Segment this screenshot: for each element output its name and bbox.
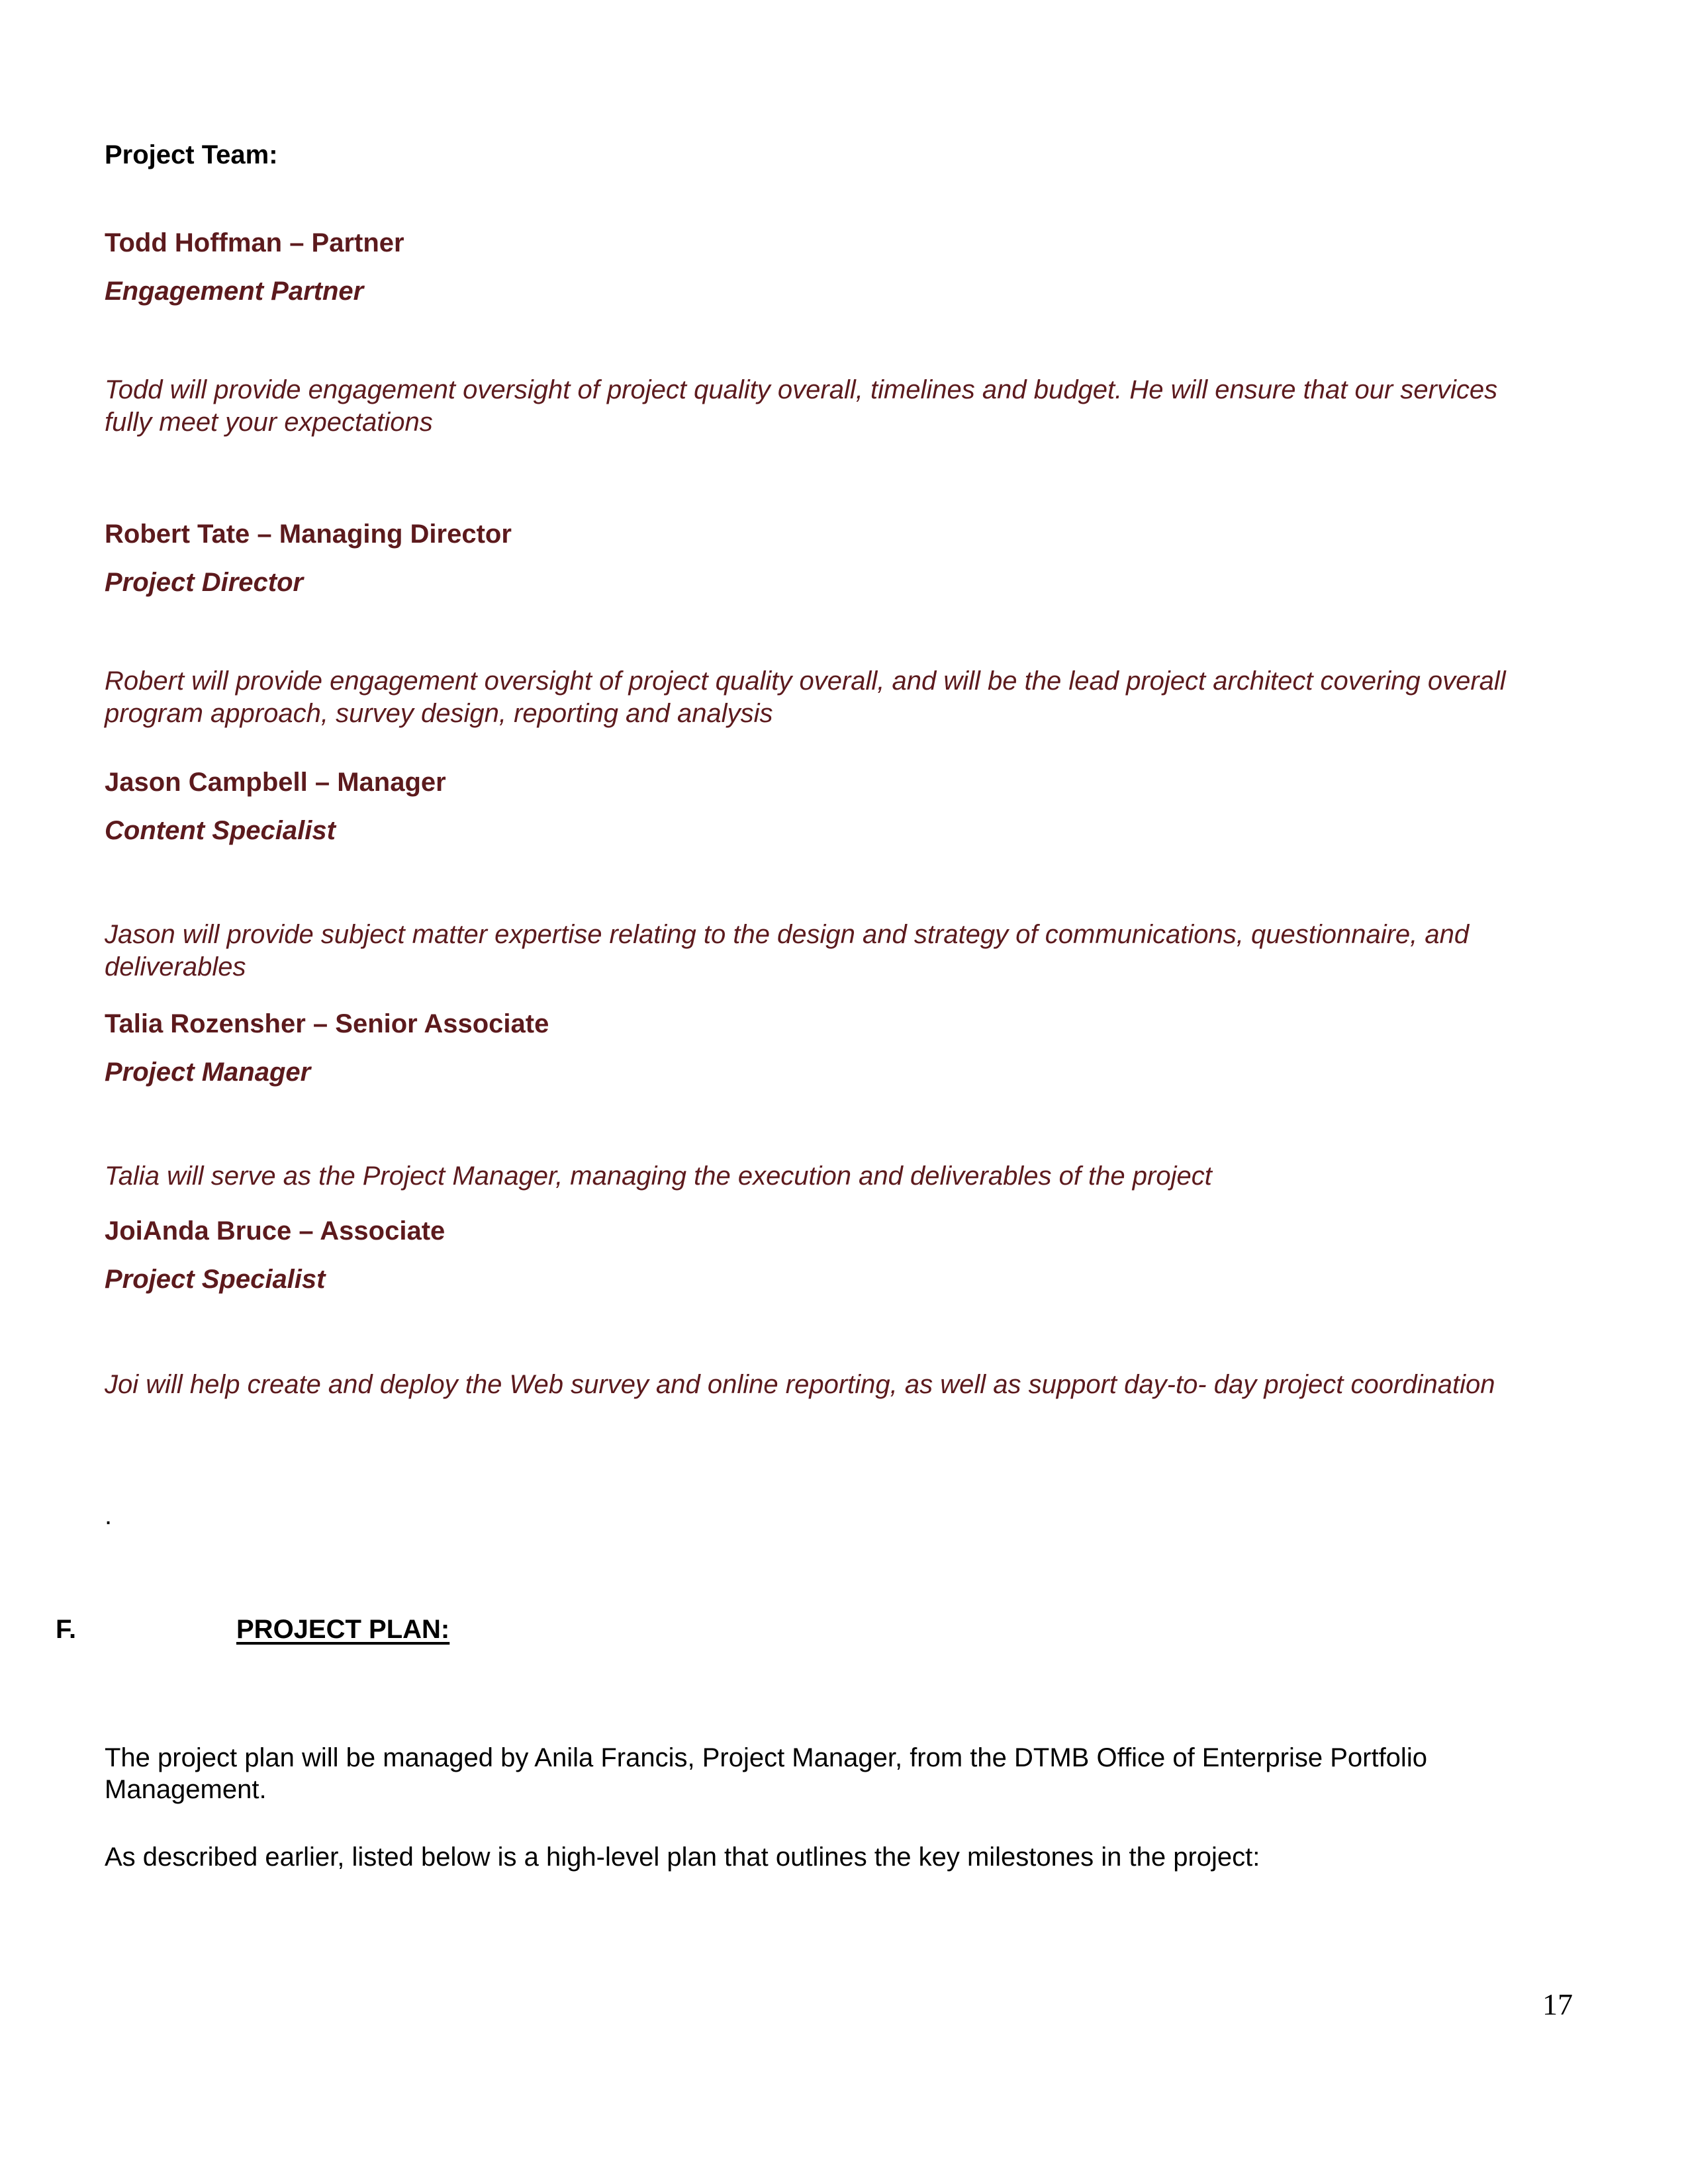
team-member-role: Project Manager	[105, 1058, 311, 1087]
team-member-description: Todd will provide engagement oversight of project quality overall, timelines and budget. He will ensure that our services fully meet your expectations	[105, 375, 1498, 437]
team-member-role: Project Specialist	[105, 1265, 326, 1294]
team-member-name: Jason Campbell – Manager	[105, 768, 446, 797]
body-paragraph: The project plan will be managed by Anila Francis, Project Manager, from the DTMB Office of Enterprise Portfolio Management.	[105, 1743, 1427, 1804]
team-member-role: Project Director	[105, 568, 304, 597]
team-member-name: Todd Hoffman – Partner	[105, 228, 404, 257]
stray-period: .	[105, 1501, 113, 1530]
project-team-heading: Project Team:	[105, 140, 278, 169]
team-member-name: Talia Rozensher – Senior Associate	[105, 1009, 549, 1038]
team-member-name: JoiAnda Bruce – Associate	[105, 1216, 445, 1246]
team-member-description: Robert will provide engagement oversight of project quality overall, and will be the lead project architect covering overall program approach, survey design, reporting and analysis	[105, 666, 1506, 728]
team-member-description: Jason will provide subject matter expertise relating to the design and strategy of communications, questionnaire, and deliverables	[105, 920, 1470, 981]
section-letter: F.	[56, 1615, 77, 1644]
body-paragraph: As described earlier, listed below is a high-level plan that outlines the key milestones in the project:	[105, 1843, 1260, 1872]
team-member-role: Engagement Partner	[105, 277, 364, 306]
team-member-description: Talia will serve as the Project Manager, managing the execution and deliverables of the project	[105, 1161, 1212, 1191]
page-number: 17	[1542, 1987, 1573, 2021]
section-title: PROJECT PLAN:	[236, 1615, 450, 1644]
team-member-description: Joi will help create and deploy the Web survey and online reporting, as well as support day-to- day project coordination	[105, 1370, 1495, 1399]
team-member-role: Content Specialist	[105, 816, 336, 845]
team-member-name: Robert Tate – Managing Director	[105, 520, 512, 549]
